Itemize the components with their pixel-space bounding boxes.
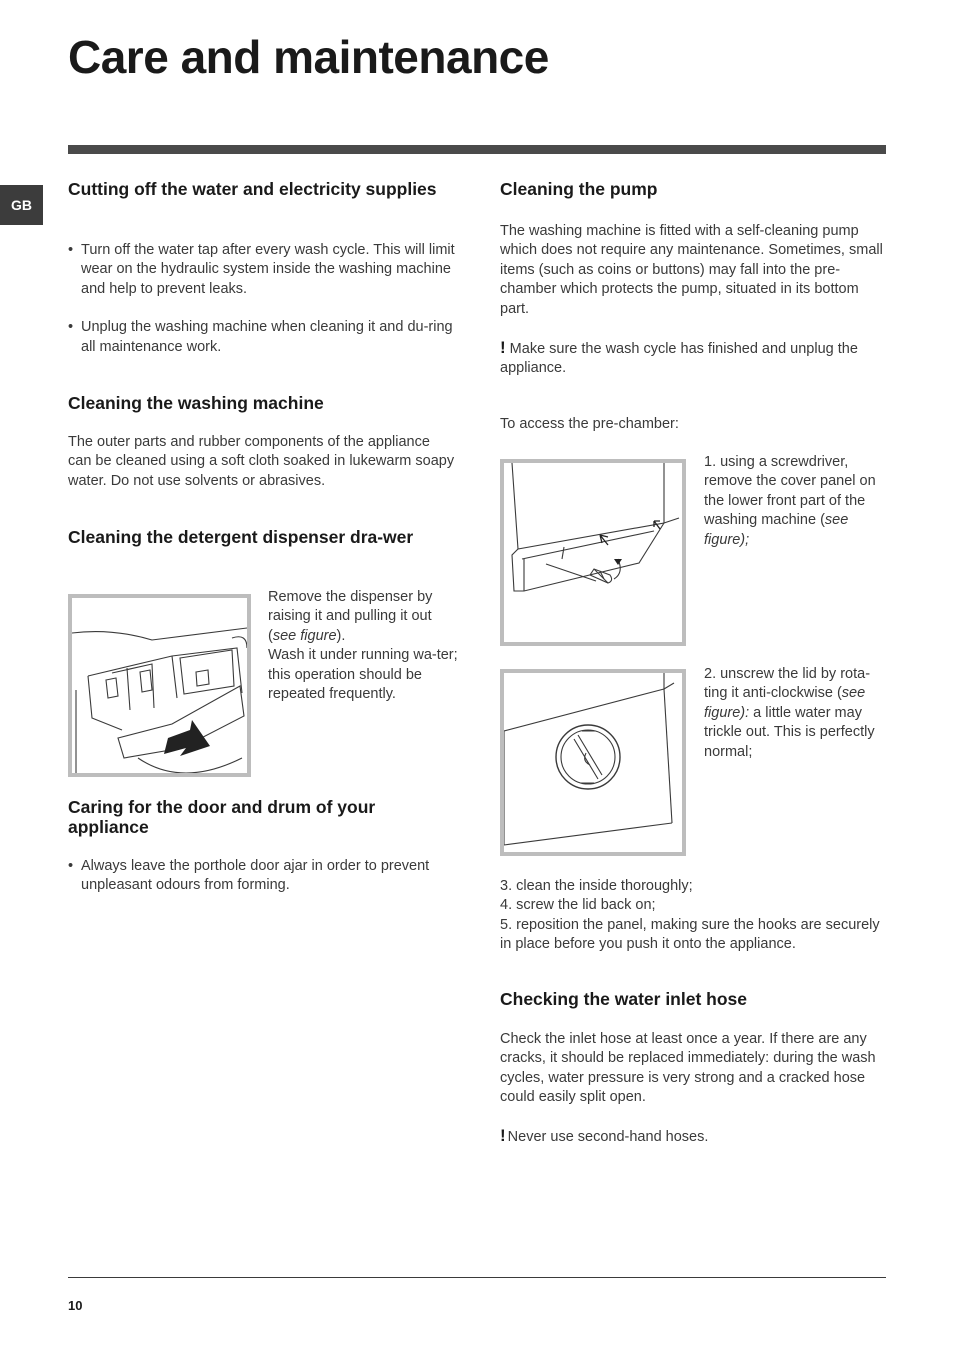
door-drum-list (68, 857, 456, 896)
see-figure-ref: see figure (704, 512, 849, 548)
language-tab: GB (0, 185, 43, 225)
hose-warning-text: Never use second-hand hoses. (507, 1129, 709, 1145)
cutting-off-list (68, 241, 456, 357)
see-figure-ref: see figure (272, 627, 337, 644)
step1-text-a: 1. using a screwdriver, remove the cover panel on the lower front part of the washing machine ( (704, 454, 876, 529)
dispenser-drawer-illustration (72, 598, 247, 773)
heading-cleaning-pump: Cleaning the pump (500, 179, 658, 199)
access-prechamber-text: To access the pre-chamber: (500, 416, 679, 432)
page-title: Care and maintenance (68, 31, 549, 83)
page-number: 10 (68, 1298, 83, 1313)
pump-lid-illustration (504, 673, 682, 852)
list-item: • Unplug the washing machine when cleaning it and du-ring all maintenance work. (68, 318, 456, 357)
pump-warning-text: Make sure the wash cycle has finished and unplug the appliance. (500, 341, 858, 377)
heading-inlet-hose: Checking the water inlet hose (500, 989, 747, 1009)
heading-dispenser-drawer: Cleaning the detergent dispenser dra-wer (68, 527, 414, 547)
dispenser-drawer-text (268, 588, 458, 704)
list-item: • Turn off the water tap after every wash cycle. This will limit wear on the hydraulic system inside the washing machine and help to prevent leaks. (68, 241, 456, 299)
cleaning-pump-text: The washing machine is fitted with a self-cleaning pump which does not require any maintenance. Sometimes, small items (such as coins or buttons) may fall into the pre-chamber which protects the pump, situated in its bottom part. (500, 223, 883, 317)
warning-icon: ! (500, 338, 506, 357)
step1-text-b: ); (740, 531, 750, 548)
step5-text: 5. reposition the panel, making sure the hooks are securely in place before you push it onto the appliance. (500, 916, 880, 953)
step1-text (704, 453, 886, 550)
hose-warning (500, 1126, 886, 1147)
step4-text: 4. screw the lid back on; (500, 897, 656, 914)
dispenser-text-a: Remove the dispenser by raising it and pulling it out ( (268, 589, 433, 644)
pump-warning (500, 338, 886, 379)
cover-panel-figure (500, 459, 686, 646)
heading-cutting-off: Cutting off the water and electricity supplies (68, 179, 437, 199)
title-rule (68, 145, 886, 154)
cover-panel-illustration (504, 463, 682, 642)
see-figure-ref: see figure (704, 685, 866, 721)
step2-text (704, 665, 886, 762)
step2-text-a: 2. unscrew the lid by rota-ting it anti-clockwise ( (704, 666, 871, 702)
inlet-hose-text: Check the inlet hose at least once a year. If there are any cracks, it should be replaced immediately: during the wash cycles, water pressure is very strong and a cracked hose could easily split open. (500, 1031, 876, 1106)
dispenser-text-c: Wash it under running wa-ter; this operation should be repeated frequently. (268, 647, 458, 703)
warning-icon: ! (500, 1126, 506, 1145)
step2-text-c: a little water may trickle out. This is perfectly normal; (704, 704, 875, 760)
list-item: • Always leave the porthole door ajar in order to prevent unpleasant odours from forming. (68, 857, 456, 896)
step3-text: 3. clean the inside thoroughly; (500, 878, 693, 894)
dispenser-drawer-figure (68, 594, 251, 777)
steps-3-5 (500, 877, 886, 955)
dispenser-text-b: ). (336, 627, 346, 644)
pump-lid-figure (500, 669, 686, 856)
cleaning-machine-text: The outer parts and rubber components of the appliance can be cleaned using a soft cloth soaked in lukewarm soapy water. Do not use solvents or abrasives. (68, 434, 455, 489)
footer-rule (68, 1277, 886, 1278)
step2-text-b: ): (740, 704, 750, 721)
heading-door-drum: Caring for the door and drum of your appliance (68, 797, 376, 837)
heading-cleaning-machine: Cleaning the washing machine (68, 393, 324, 413)
